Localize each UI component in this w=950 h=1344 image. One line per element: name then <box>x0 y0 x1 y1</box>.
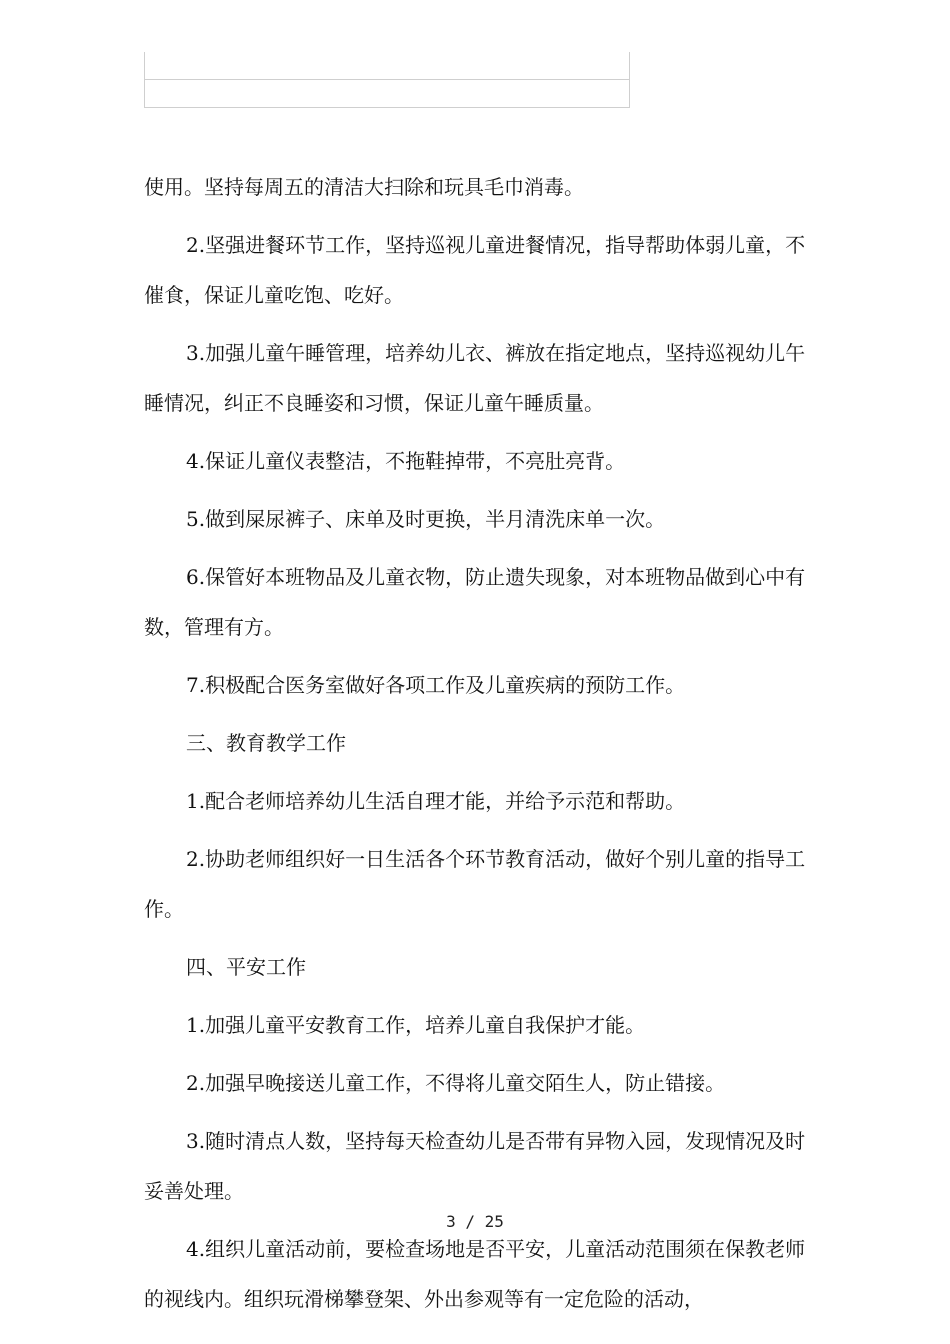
paragraph: 6.保管好本班物品及儿童衣物，防止遗失现象，对本班物品做到心中有数，管理有方。 <box>144 565 806 639</box>
paragraph: 1.加强儿童平安教育工作，培养儿童自我保护才能。 <box>186 1013 646 1037</box>
paragraph: 3.随时清点人数，坚持每天检查幼儿是否带有异物入园，发现情况及时妥善处理。 <box>144 1129 806 1203</box>
table-row-divider <box>145 79 629 80</box>
paragraph: 2.加强早晚接送儿童工作，不得将儿童交陌生人，防止错接。 <box>186 1071 726 1095</box>
paragraph: 1.配合老师培养幼儿生活自理才能，并给予示范和帮助。 <box>186 789 686 813</box>
paragraph: 2.协助老师组织好一日生活各个环节教育活动，做好个别儿童的指导工作。 <box>144 847 806 921</box>
paragraph: 7.积极配合医务室做好各项工作及儿童疾病的预防工作。 <box>186 673 686 697</box>
section-heading: 四、平安工作 <box>186 955 306 979</box>
paragraph: 3.加强儿童午睡管理，培养幼儿衣、裤放在指定地点，坚持巡视幼儿午睡情况，纠正不良睡姿和习惯，保证儿童午睡质量。 <box>144 341 806 415</box>
section-heading: 三、教育教学工作 <box>186 731 346 755</box>
document-body <box>144 162 820 1332</box>
paragraph: 4.保证儿童仪表整洁，不拖鞋掉带，不亮肚亮背。 <box>186 449 626 473</box>
paragraph: 2.坚强进餐环节工作，坚持巡视儿童进餐情况，指导帮助体弱儿童，不催食，保证儿童吃饱、吃好。 <box>144 233 806 307</box>
paragraph: 5.做到屎尿裤子、床单及时更换，半月清洗床单一次。 <box>186 507 666 531</box>
table-fragment <box>144 52 630 108</box>
page-number: 3 / 25 <box>446 1212 504 1231</box>
paragraph: 4.组织儿童活动前，要检查场地是否平安，儿童活动范围须在保教老师的视线内。组织玩滑梯攀登架、外出参观等有一定危险的活动， <box>144 1237 806 1311</box>
paragraph: 使用。坚持每周五的清洁大扫除和玩具毛巾消毒。 <box>144 175 584 199</box>
